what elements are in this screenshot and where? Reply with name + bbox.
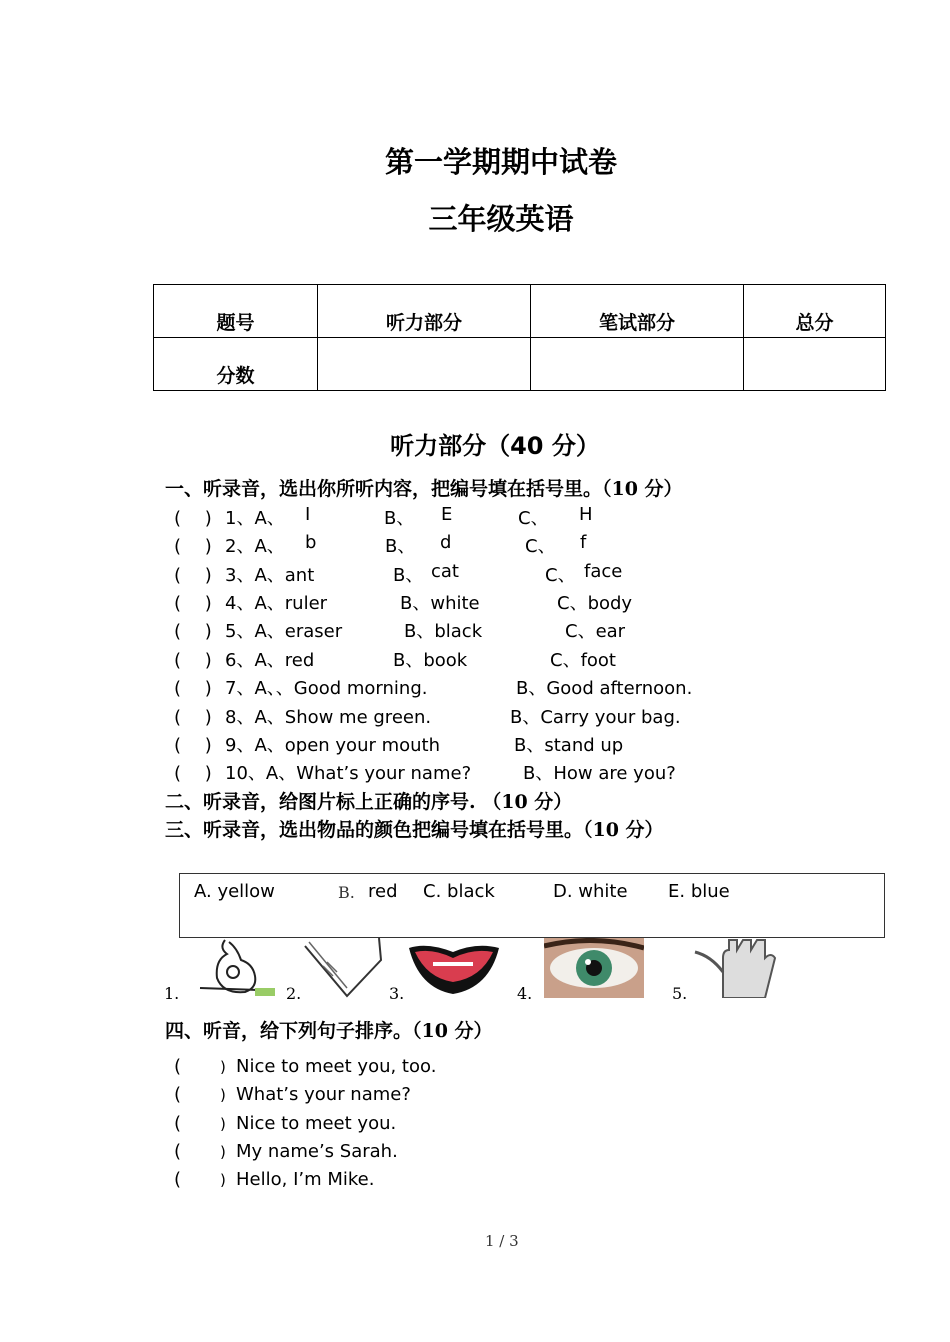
duck-icon <box>195 938 275 998</box>
score-table-score-row <box>154 338 886 391</box>
question-option-num: 4、A、ruler <box>225 593 328 614</box>
question-option-b: B、Carry your bag. <box>510 707 681 728</box>
question-option-a: b <box>305 532 317 553</box>
option-b-word: red <box>368 881 398 902</box>
mouth-icon <box>407 938 501 998</box>
score-cell[interactable] <box>531 338 744 391</box>
header-cell: 总分 <box>744 285 886 338</box>
question-option-b: B、Good afternoon. <box>516 678 693 699</box>
answer-parenthesis[interactable]: ( ) <box>174 650 212 671</box>
answer-parenthesis[interactable]: ( ) <box>174 536 212 557</box>
answer-parenthesis[interactable]: ( ) <box>174 621 212 642</box>
question-option-ct: f <box>580 532 587 553</box>
score-table-header-row <box>154 285 886 338</box>
question-option-b: B、white <box>400 593 480 614</box>
question-option-c: C、 <box>545 565 576 586</box>
answer-paren-open[interactable]: ( <box>174 1056 182 1077</box>
option-e: E. blue <box>668 881 730 902</box>
answer-parenthesis[interactable]: ( ) <box>174 678 212 699</box>
exam-subtitle: 三年级英语 <box>428 202 574 236</box>
answer-paren-open[interactable]: ( <box>174 1141 182 1162</box>
score-table <box>153 284 886 391</box>
picture-number: 3. <box>389 984 405 1003</box>
ordering-sentence: Nice to meet you, too. <box>236 1056 437 1077</box>
question-option-b: B、How are you? <box>523 763 676 784</box>
part1-heading: 一、听录音，选出你所听内容，把编号填在括号里。（10 分） <box>165 478 683 500</box>
part3-heading: 三、听录音，选出物品的颜色把编号填在括号里。（10 分） <box>165 819 664 841</box>
option-c: C. black <box>423 881 495 902</box>
answer-paren-close: ) <box>220 1086 226 1104</box>
listening-section-title: 听力部分（40 分） <box>390 432 600 460</box>
answer-paren-open[interactable]: ( <box>174 1084 182 1105</box>
question-option-c: C、 <box>525 536 556 557</box>
option-a: A. yellow <box>194 881 275 902</box>
option-d: D. white <box>553 881 628 902</box>
score-cell[interactable] <box>318 338 531 391</box>
answer-paren-close: ) <box>220 1115 226 1133</box>
question-option-a: I <box>305 504 311 525</box>
question-option-num: 3、A、ant <box>225 565 315 586</box>
answer-paren-open[interactable]: ( <box>174 1169 182 1190</box>
part2-heading: 二、听录音，给图片标上正确的序号. （10 分） <box>165 791 573 813</box>
answer-parenthesis[interactable]: ( ) <box>174 735 212 756</box>
question-option-b: B、stand up <box>514 735 624 756</box>
option-b-letter: B. <box>338 883 355 902</box>
row-label-cell: 分数 <box>154 338 318 391</box>
ordering-sentence: What’s your name? <box>236 1084 411 1105</box>
answer-parenthesis[interactable]: ( ) <box>174 565 212 586</box>
question-option-c: C、ear <box>565 621 626 642</box>
question-option-bt: cat <box>431 561 459 582</box>
header-cell: 笔试部分 <box>531 285 744 338</box>
answer-paren-open[interactable]: ( <box>174 1113 182 1134</box>
ordering-sentence: My name’s Sarah. <box>236 1141 398 1162</box>
question-option-bt: d <box>440 532 452 553</box>
picture-number: 1. <box>164 984 180 1003</box>
question-option-b: B、 <box>393 565 424 586</box>
answer-parenthesis[interactable]: ( ) <box>174 763 212 784</box>
question-option-ct: face <box>584 561 623 582</box>
picture-number: 4. <box>517 984 533 1003</box>
question-option-num: 9、A、open your mouth <box>225 735 441 756</box>
question-option-num: 1、A、 <box>225 508 285 529</box>
question-option-num: 6、A、red <box>225 650 315 671</box>
question-option-num: 8、A、Show me green. <box>225 707 432 728</box>
picture-number: 2. <box>286 984 302 1003</box>
answer-parenthesis[interactable]: ( ) <box>174 707 212 728</box>
header-cell: 听力部分 <box>318 285 531 338</box>
question-option-c: C、body <box>557 593 633 614</box>
answer-paren-close: ) <box>220 1058 226 1076</box>
part4-heading: 四、听音，给下列句子排序。（10 分） <box>165 1020 493 1042</box>
question-option-b: B、 <box>384 508 415 529</box>
question-option-c: C、 <box>518 508 549 529</box>
color-options-box <box>179 873 885 938</box>
question-option-b: B、black <box>404 621 483 642</box>
page-number: 1 / 3 <box>485 1232 519 1250</box>
answer-paren-close: ) <box>220 1171 226 1189</box>
exam-title: 第一学期期中试卷 <box>384 145 617 179</box>
question-option-num: 5、A、eraser <box>225 621 343 642</box>
question-option-b: B、book <box>393 650 468 671</box>
ordering-sentence: Hello, I’m Mike. <box>236 1169 375 1190</box>
question-option-bt: E <box>441 504 453 525</box>
hand-icon <box>693 938 777 998</box>
question-option-num: 2、A、 <box>225 536 285 557</box>
answer-parenthesis[interactable]: ( ) <box>174 508 212 529</box>
answer-paren-close: ) <box>220 1143 226 1161</box>
question-option-num: 7、A、、Good morning. <box>225 678 428 699</box>
question-option-c: C、foot <box>550 650 616 671</box>
question-option-num: 10、A、What’s your name? <box>225 763 472 784</box>
eye-icon <box>544 938 644 998</box>
header-cell: 题号 <box>154 285 318 338</box>
ordering-sentence: Nice to meet you. <box>236 1113 397 1134</box>
question-option-ct: H <box>579 504 593 525</box>
score-cell[interactable] <box>744 338 886 391</box>
answer-parenthesis[interactable]: ( ) <box>174 593 212 614</box>
book-icon <box>303 938 383 998</box>
picture-number: 5. <box>672 984 688 1003</box>
question-option-b: B、 <box>385 536 416 557</box>
